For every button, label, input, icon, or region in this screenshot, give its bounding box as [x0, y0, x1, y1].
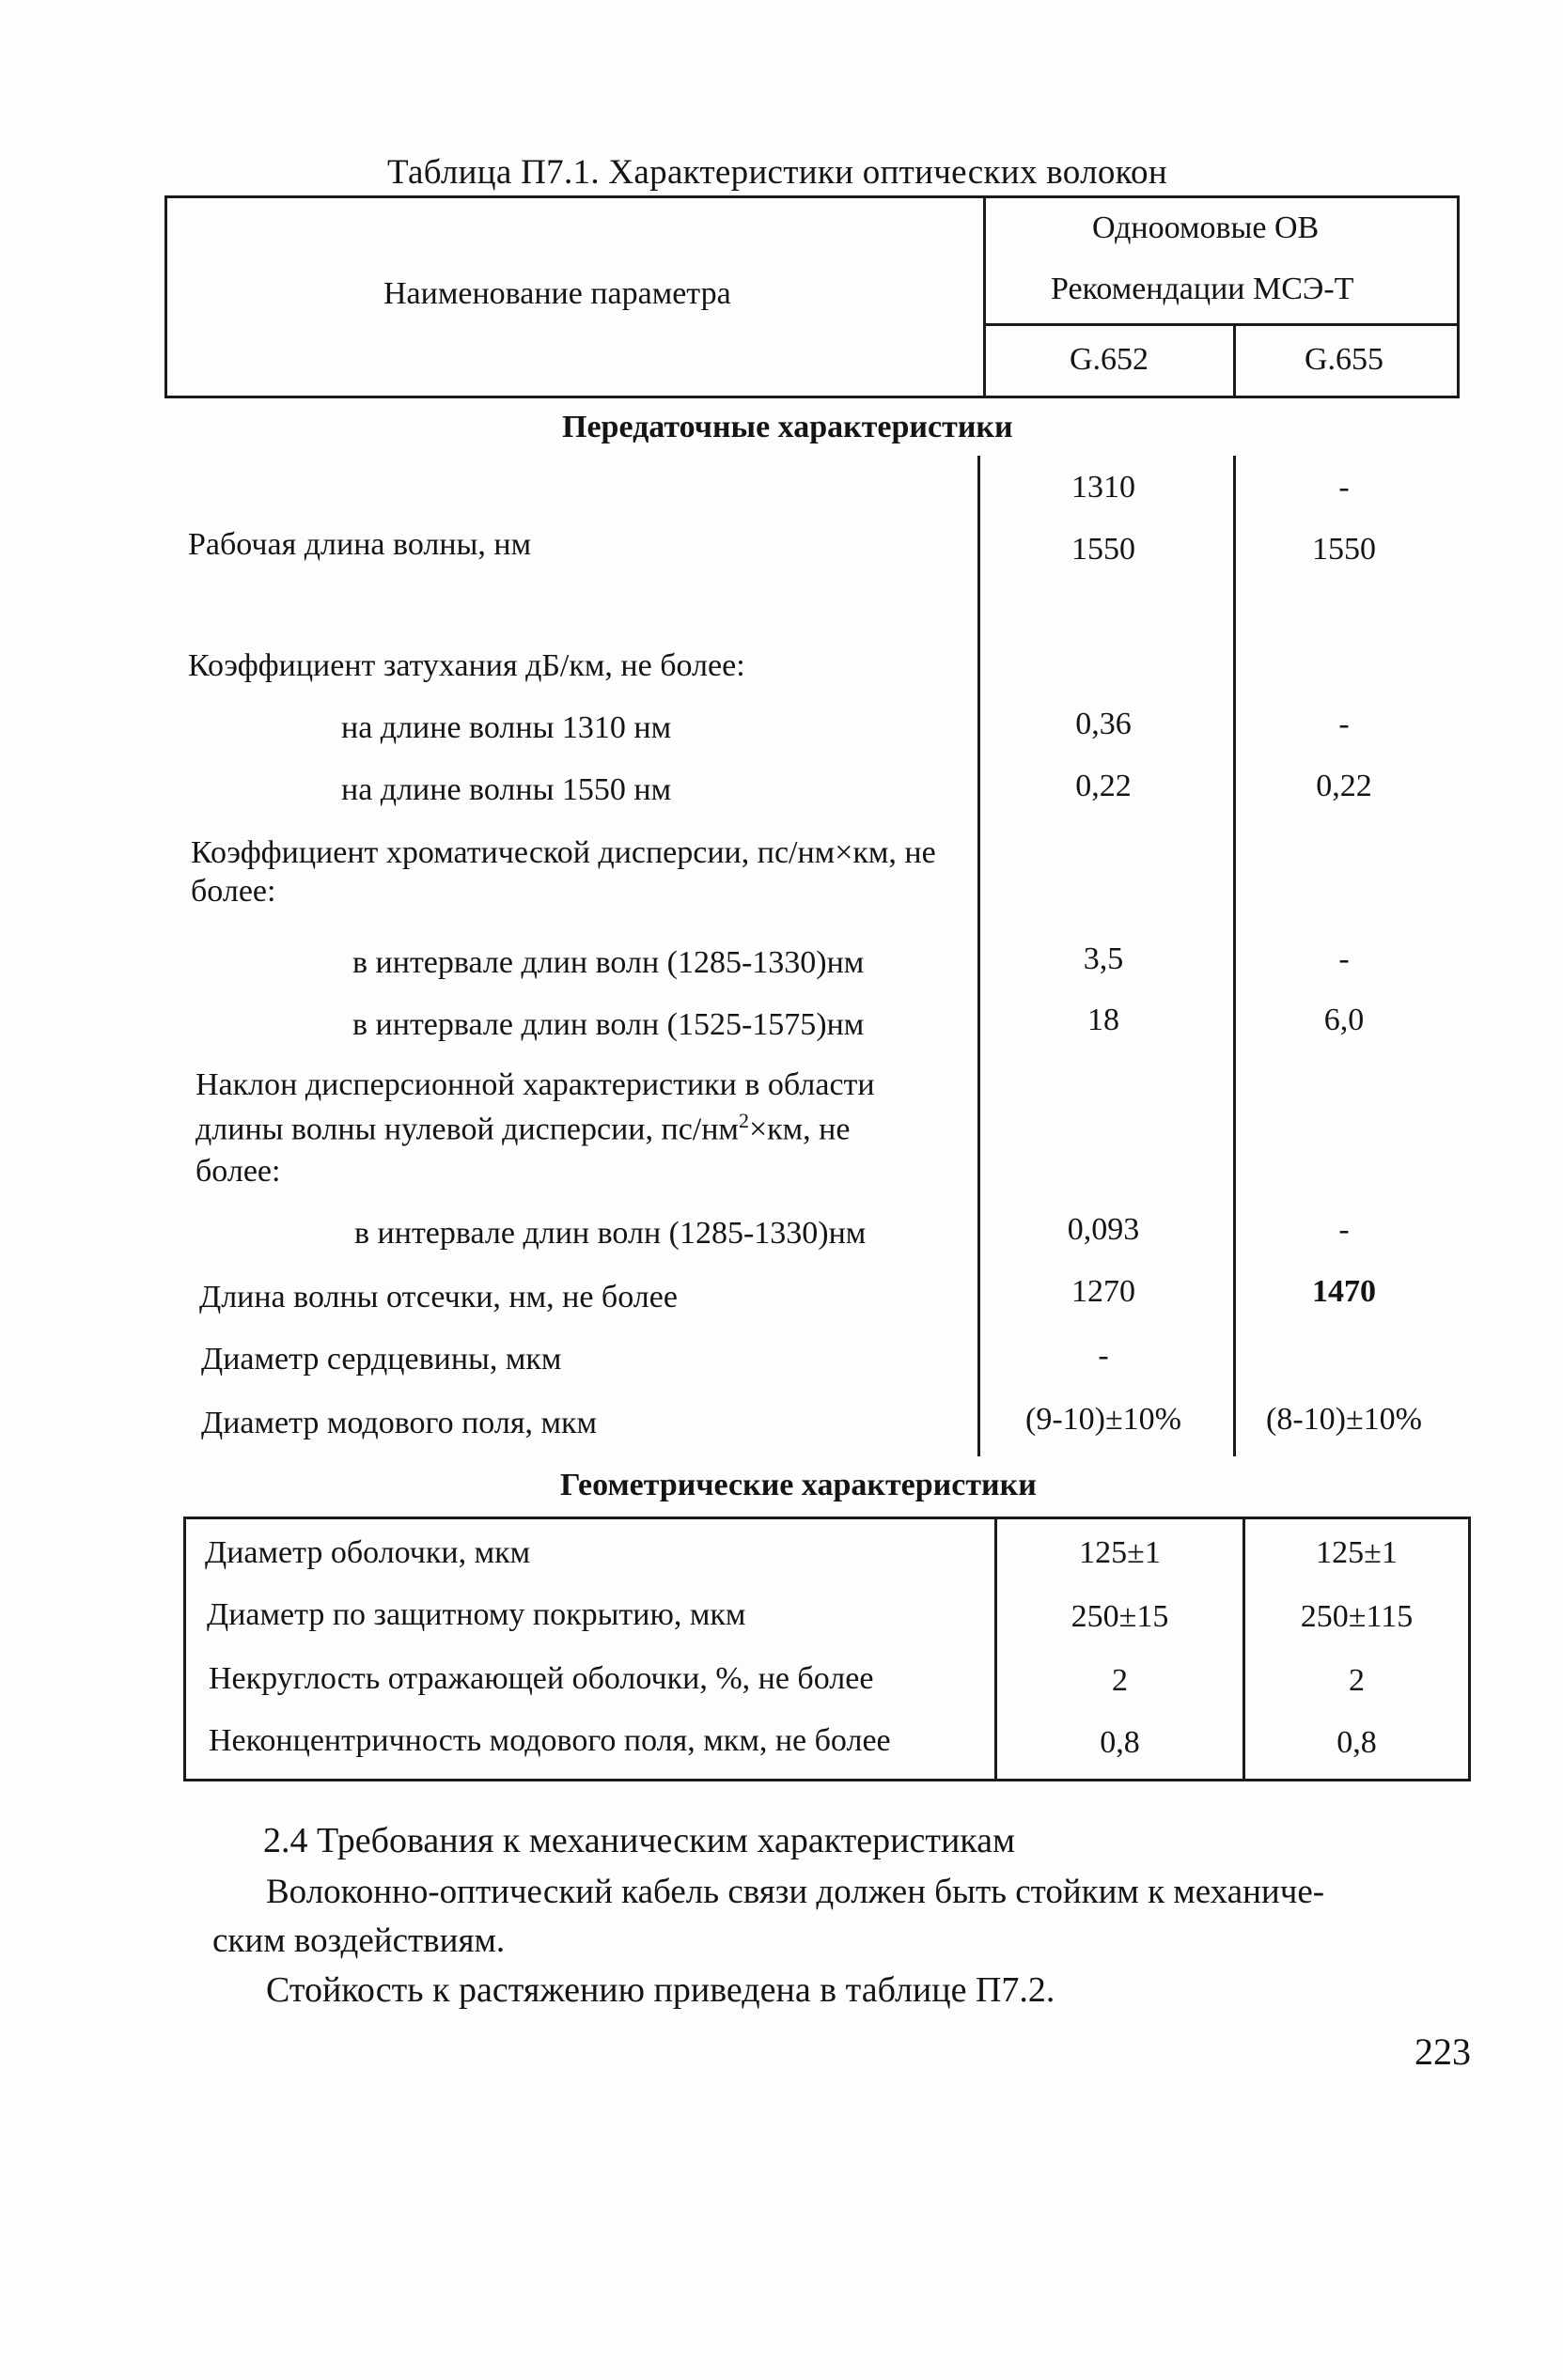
row-cladding-v1: 125±1 — [1079, 1535, 1161, 1570]
row-slope-1285-v1: 0,093 — [1067, 1212, 1140, 1247]
page-number: 223 — [1415, 2030, 1471, 2073]
paragraph-1-line2: ским воздействиям. — [212, 1921, 506, 1960]
row-slope-label-line3: более: — [195, 1154, 281, 1189]
paragraph-1-line1: Волоконно-оптический кабель связи должен быть стойким к механиче- — [266, 1873, 1325, 1911]
row-att-1550-v2: 0,22 — [1316, 769, 1372, 803]
row-slope-label-line2a: длины волны нулевой дисперсии, пс/нм — [195, 1112, 739, 1147]
row-att-1310-v1: 0,36 — [1075, 707, 1132, 741]
row-coating-v2: 250±115 — [1300, 1599, 1414, 1634]
row-cutoff-label: Длина волны отсечки, нм, не более — [199, 1280, 678, 1314]
section-heading-2-4: 2.4 Требования к механическим характеристикам — [263, 1821, 1016, 1860]
row-attenuation-label: Коэффициент затухания дБ/км, не более: — [188, 648, 745, 683]
row-att-1550-v1: 0,22 — [1075, 769, 1132, 803]
row-nonconc-v2: 0,8 — [1336, 1725, 1377, 1760]
row-att-1310-label: на длине волны 1310 нм — [341, 710, 672, 745]
row-nonconc-v1: 0,8 — [1100, 1725, 1140, 1760]
row-slope-label-line1: Наклон дисперсионной характеристики в области — [195, 1067, 875, 1102]
header-col-g652: G.652 — [1069, 342, 1149, 377]
row-wavelength-v2b: 1550 — [1312, 532, 1376, 567]
row-chrom-1285-v1: 3,5 — [1083, 941, 1124, 976]
header-col-g655: G.655 — [1304, 342, 1384, 377]
row-wavelength-v1b: 1550 — [1071, 532, 1135, 567]
row-noncirc-v2: 2 — [1349, 1663, 1365, 1698]
row-coating-label: Диаметр по защитному покрытию, мкм — [207, 1597, 746, 1632]
row-att-1310-v2: - — [1338, 707, 1350, 741]
row-slope-label-line2 — [195, 1107, 850, 1151]
row-mfd-label: Диаметр модового поля, мкм — [201, 1406, 598, 1440]
row-wavelength-label: Рабочая длина волны, нм — [188, 527, 532, 562]
row-noncirc-label: Некруглость отражающей оболочки, %, не более — [209, 1661, 874, 1696]
row-chromatic-label: Коэффициент хроматической дисперсии, пс/нм×км, не более: — [191, 835, 936, 909]
section-title-transmission: Передаточные характеристики — [562, 410, 1013, 444]
row-mfd-v2: (8-10)±10% — [1266, 1402, 1422, 1437]
header-group-line2: Рекомендации МСЭ-Т — [1051, 272, 1354, 306]
row-coating-v1: 250±15 — [1071, 1599, 1169, 1634]
header-param: Наименование параметра — [383, 276, 731, 311]
section-title-geometric: Геометрические характеристики — [560, 1468, 1037, 1502]
row-slope-label-line2b: ×км, не — [748, 1112, 851, 1147]
row-cutoff-v2: 1470 — [1312, 1274, 1376, 1309]
row-att-1550-label: на длине волны 1550 нм — [341, 772, 672, 807]
row-cladding-v2: 125±1 — [1316, 1535, 1398, 1570]
header-divider-group — [983, 323, 1460, 326]
row-chrom-1525-label: в интервале длин волн (1525-1575)нм — [352, 1007, 865, 1042]
row-chrom-1285-label: в интервале длин волн (1285-1330)нм — [352, 945, 865, 980]
row-wavelength-v2: - — [1338, 470, 1350, 505]
row-core-v1: - — [1098, 1338, 1109, 1373]
row-slope-1285-label: в интервале длин волн (1285-1330)нм — [354, 1216, 867, 1251]
row-core-label: Диаметр сердцевины, мкм — [201, 1342, 562, 1377]
row-slope-1285-v2: - — [1338, 1212, 1350, 1247]
row-noncirc-v1: 2 — [1112, 1663, 1128, 1698]
row-nonconc-label: Неконцентричность модового поля, мкм, не более — [209, 1723, 891, 1758]
row-chrom-1525-v1: 18 — [1087, 1003, 1119, 1037]
table-caption: Таблица П7.1. Характеристики оптических волокон — [387, 153, 1167, 192]
row-mfd-v1: (9-10)±10% — [1025, 1402, 1181, 1437]
row-cutoff-v1: 1270 — [1071, 1274, 1135, 1309]
row-chrom-1525-v2: 6,0 — [1323, 1003, 1365, 1037]
row-wavelength-v1: 1310 — [1071, 470, 1135, 505]
row-chrom-1285-v2: - — [1338, 941, 1350, 976]
row-cladding-label: Диаметр оболочки, мкм — [205, 1535, 531, 1570]
paragraph-2: Стойкость к растяжению приведена в таблице П7.2. — [266, 1970, 1055, 2010]
header-group-line1: Одноомовые ОВ — [1092, 210, 1320, 245]
row-slope-label-sup: 2 — [738, 1109, 749, 1132]
